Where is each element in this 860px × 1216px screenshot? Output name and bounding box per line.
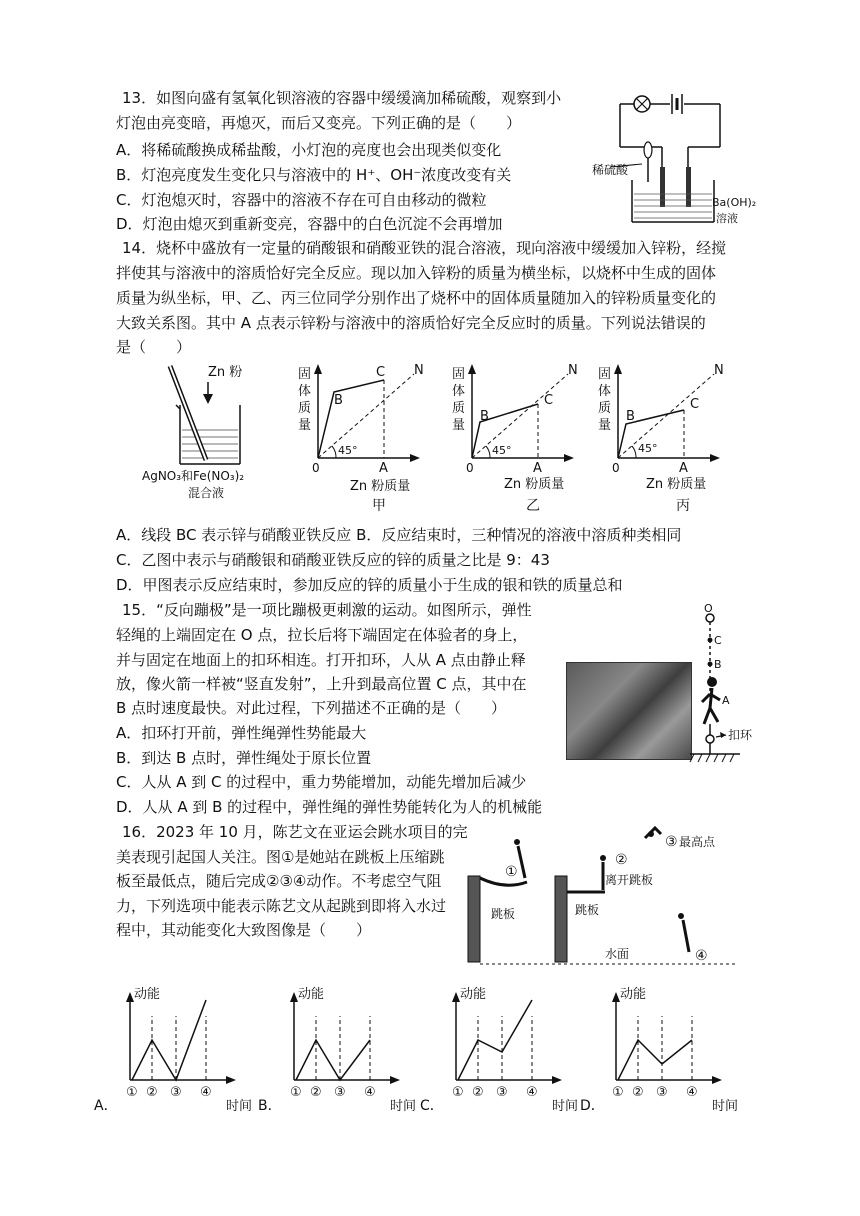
- q14-option-ab: A．线段 BC 表示锌与硝酸亚铁反应 B．反应结束时，三种情况的溶液中溶质种类相同: [116, 526, 682, 544]
- kinetic-energy-curve: [296, 1040, 370, 1080]
- q15-stem-line1: 15．“反向蹦极”是一项比蹦极更刺激的运动。如图所示，弹性: [122, 601, 532, 619]
- q16-option-d-graph: [580, 980, 750, 1120]
- graph-y-label-char: 量: [298, 418, 312, 433]
- q13-option-c: C．灯泡熄灭时，容器中的溶液不存在可自由移动的微粒: [116, 191, 487, 209]
- q15-stem-line4: 放，像火箭一样被“竖直发射”，上升到最高位置 C 点，其中在: [116, 675, 527, 693]
- x-axis-arrow: [390, 1076, 400, 1084]
- point-b-label: B: [626, 409, 635, 424]
- graph-y-label-char: 体: [598, 384, 612, 399]
- graph-y-label-char: 固: [598, 367, 612, 382]
- q16-diving-diagram: [465, 820, 755, 970]
- q15-option-a: A．扣环打开前，弹性绳弹性势能最大: [116, 724, 367, 742]
- leave-board-label: 离开跳板: [605, 873, 654, 887]
- zn-powder-label: Zn 粉: [208, 365, 243, 380]
- graph-y-label-char: 体: [298, 384, 312, 399]
- q14-graph-jia: [296, 362, 441, 522]
- marker-3: ③: [665, 834, 678, 850]
- x-axis-label: 时间: [390, 1099, 417, 1114]
- q16-stem-line1: 16．2023 年 10 月，陈艺文在亚运会跳水项目的完: [122, 823, 468, 841]
- time-tick-label: ①: [290, 1085, 302, 1100]
- q14-stem-line1: 14．烧杯中盛放有一定量的硝酸银和硝酸亚铁的混合溶液，现向溶液中缓缓加入锌粉，经搅: [122, 239, 727, 257]
- x-axis-arrow: [552, 1076, 562, 1084]
- point-c-label: C: [544, 393, 554, 408]
- graph-x-label: Zn 粉质量: [350, 479, 411, 494]
- x-axis-label: 时间: [552, 1099, 579, 1114]
- time-tick-label: ③: [334, 1085, 346, 1100]
- y-axis-label: 动能: [460, 987, 487, 1002]
- angle-label: 45°: [338, 444, 358, 457]
- y-axis-label: 动能: [620, 987, 647, 1002]
- water-surface-label: 水面: [605, 947, 630, 961]
- graph-y-label-char: 质: [452, 401, 466, 416]
- point-c-label: C: [690, 397, 700, 412]
- q13-circuit-diagram: [590, 82, 757, 234]
- point-a-label: A: [722, 694, 730, 707]
- q15-option-d: D．人从 A 到 B 的过程中，弹性绳的弹性势能转化为人的机械能: [116, 798, 543, 816]
- q16-stem-line3: 板至最低点，随后完成②③④动作。不考虑空气阻: [116, 872, 442, 890]
- graph-y-label-char: 量: [452, 418, 466, 433]
- graph-y-label-char: 量: [598, 418, 612, 433]
- option-label: D．: [580, 1098, 605, 1114]
- q14-beaker-diagram: [140, 360, 290, 510]
- board-label-2: 跳板: [575, 903, 600, 917]
- reverse-bungee-photo: [566, 662, 692, 760]
- point-a-label: A: [379, 461, 388, 476]
- marker-2: ②: [615, 852, 628, 868]
- graph-y-label-char: 固: [298, 367, 312, 382]
- acid-label: 稀硫酸: [592, 163, 629, 177]
- point-n-label: N: [714, 363, 724, 378]
- base-label: Ba(OH)₂: [712, 196, 757, 209]
- q16-option-a-graph: [94, 980, 264, 1120]
- graph-caption: 乙: [526, 498, 540, 514]
- graph-y-label-char: 固: [452, 367, 466, 382]
- q13-stem-line2: 灯泡由亮变暗，再熄灭，而后又变亮。下列正确的是（ ）: [116, 114, 522, 132]
- origin-label: 0: [612, 461, 620, 475]
- q14-stem-line5: 是（ ）: [116, 338, 192, 356]
- q14-stem-line3: 质量为纵坐标，甲、乙、丙三位同学分别作出了烧杯中的固体质量随加入的锌粉质量变化的: [116, 289, 717, 307]
- graph-y-label-char: 质: [298, 401, 312, 416]
- q14-stem-line2: 拌使其与溶液中的溶质恰好完全反应。现以加入锌粉的质量为横坐标，以烧杯中生成的固体: [116, 264, 717, 282]
- mixture-label: 混合液: [188, 486, 225, 500]
- time-tick-label: ④: [526, 1085, 538, 1100]
- x-axis-label: 时间: [226, 1099, 253, 1114]
- graph-x-label: Zn 粉质量: [504, 477, 565, 492]
- graph-caption: 甲: [372, 498, 386, 514]
- q16-option-b-graph: [258, 980, 428, 1120]
- y-axis-arrow: [612, 992, 620, 1002]
- q13-stem-line1: 13．如图向盛有氢氧化钡溶液的容器中缓缓滴加稀硫酸，观察到小: [122, 89, 562, 107]
- point-b-label: B: [480, 409, 489, 424]
- graph-y-label-char: 质: [598, 401, 612, 416]
- point-o-label: O: [704, 602, 713, 615]
- marker-4: ④: [695, 948, 708, 964]
- graph-x-label: Zn 粉质量: [646, 477, 707, 492]
- point-a-label: A: [679, 461, 688, 476]
- q14-stem-line4: 大致关系图。其中 A 点表示锌粉与溶液中的溶质恰好完全反应时的质量。下列说法错误的: [116, 314, 706, 332]
- kinetic-energy-curve: [458, 1000, 532, 1080]
- y-axis-label: 动能: [134, 987, 161, 1002]
- option-label: C．: [420, 1098, 444, 1114]
- y-axis-arrow: [126, 992, 134, 1002]
- kinetic-energy-curve: [618, 1040, 692, 1080]
- solution-label: 溶液: [716, 212, 738, 225]
- graph-y-label-char: 体: [452, 384, 466, 399]
- time-tick-label: ②: [146, 1085, 158, 1100]
- time-tick-label: ④: [686, 1085, 698, 1100]
- time-tick-label: ④: [200, 1085, 212, 1100]
- point-c-label: C: [376, 365, 386, 380]
- time-tick-label: ②: [310, 1085, 322, 1100]
- angle-label: 45°: [492, 444, 512, 457]
- q15-stem-line3: 并与固定在地面上的扣环相连。打开扣环，人从 A 点由静止释: [116, 651, 526, 669]
- mixture-formula-label: AgNO₃和Fe(NO₃)₂: [142, 469, 245, 483]
- q16-stem-line4: 力，下列选项中能表示陈艺文从起跳到即将入水过: [116, 897, 447, 915]
- y-axis-arrow: [452, 992, 460, 1002]
- time-tick-label: ②: [472, 1085, 484, 1100]
- time-tick-label: ③: [656, 1085, 668, 1100]
- time-tick-label: ④: [364, 1085, 376, 1100]
- point-c-label: C: [714, 634, 722, 647]
- point-b-label: B: [334, 393, 343, 408]
- q15-bungee-diagram: [690, 604, 780, 774]
- point-b-label: B: [714, 658, 722, 671]
- q15-stem-line2: 轻绳的上端固定在 O 点，拉长后将下端固定在体验者的身上，: [116, 626, 528, 644]
- q16-stem-line5: 程中，其动能变化大致图像是（ ）: [116, 921, 372, 939]
- q14-option-d: D．甲图表示反应结束时，参加反应的锌的质量小于生成的银和铁的质量总和: [116, 576, 623, 594]
- origin-label: 0: [466, 461, 474, 475]
- x-axis-arrow: [712, 1076, 722, 1084]
- point-n-label: N: [568, 363, 578, 378]
- q14-option-c: C．乙图中表示与硝酸银和硝酸亚铁反应的锌的质量之比是 9：43: [116, 551, 550, 569]
- q15-option-b: B．到达 B 点时，弹性绳处于原长位置: [116, 749, 372, 767]
- time-tick-label: ①: [126, 1085, 138, 1100]
- q14-graph-bing: [596, 362, 741, 522]
- graph-caption: 丙: [676, 498, 690, 514]
- q13-option-b: B．灯泡亮度发生变化只与溶液中的 H⁺、OH⁻浓度改变有关: [116, 166, 512, 184]
- x-axis-label: 时间: [712, 1099, 739, 1114]
- option-label: B．: [258, 1098, 282, 1114]
- q14-graph-yi: [450, 362, 595, 522]
- ring-label: 扣环: [728, 728, 753, 742]
- point-n-label: N: [414, 363, 424, 378]
- angle-label: 45°: [638, 442, 658, 455]
- x-axis-arrow: [226, 1076, 236, 1084]
- board-label-1: 跳板: [491, 907, 516, 921]
- q16-option-c-graph: [420, 980, 590, 1120]
- y-axis-arrow: [290, 992, 298, 1002]
- y-axis-label: 动能: [298, 987, 325, 1002]
- time-tick-label: ③: [170, 1085, 182, 1100]
- kinetic-energy-curve: [132, 1000, 206, 1080]
- q13-option-a: A．将稀硫酸换成稀盐酸，小灯泡的亮度也会出现类似变化: [116, 141, 502, 159]
- point-a-label: A: [533, 461, 542, 476]
- highest-point-label: 最高点: [679, 835, 716, 849]
- option-label: A．: [94, 1098, 118, 1114]
- time-tick-label: ①: [452, 1085, 464, 1100]
- q15-stem-line5: B 点时速度最快。对此过程，下列描述不正确的是（ ）: [116, 699, 507, 717]
- time-tick-label: ②: [632, 1085, 644, 1100]
- q15-option-c: C．人从 A 到 C 的过程中，重力势能增加，动能先增加后减少: [116, 773, 527, 791]
- time-tick-label: ①: [612, 1085, 624, 1100]
- q16-stem-line2: 美表现引起国人关注。图①是她站在跳板上压缩跳: [116, 848, 445, 866]
- q13-option-d: D．灯泡由熄灭到重新变亮，容器中的白色沉淀不会再增加: [116, 215, 503, 233]
- time-tick-label: ③: [496, 1085, 508, 1100]
- marker-1: ①: [505, 864, 518, 880]
- origin-label: 0: [312, 461, 320, 475]
